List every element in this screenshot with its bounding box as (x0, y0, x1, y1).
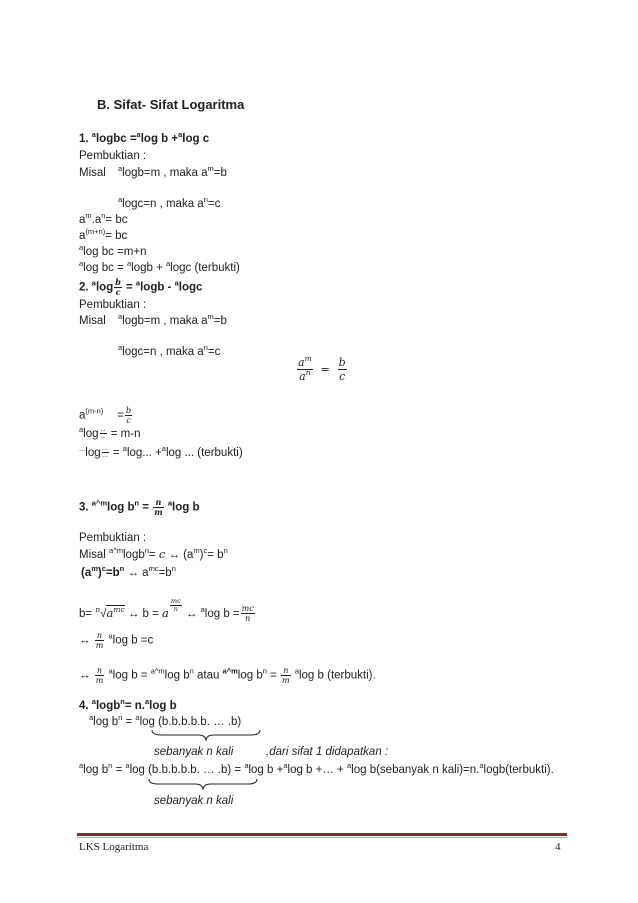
display-equation: $\frac{a^m}{a^n}$ = $\frac{b}{c}$ (298, 354, 346, 383)
proof-line: $^a$logb=m , maka $a^m=b$ (118, 312, 227, 327)
proof-conclusion: ...log $\frac{...}{...}$ = $^a$log... +$^a$log ... (terbukti) (79, 444, 243, 460)
proof-line: $a^m.a^n=$ bc (79, 211, 128, 226)
page-number: 4 (555, 841, 561, 853)
proof-line: Misal $^{a\^{}m}$logb$^n$= c ↔ $(a^m)^c= b^n$ (79, 546, 228, 561)
footer-title: LKS Logaritma (79, 841, 149, 853)
proof-line: $^a$logb=m , maka $a^m=b$ (118, 164, 227, 179)
fraction: $\frac{n}{m}$ (95, 666, 104, 685)
proof-line: $a^{(m+n)}=$ bc (79, 227, 128, 242)
footer-rule-thin (77, 837, 567, 838)
section-title: B. Sifat- Sifat Logaritma (97, 97, 245, 112)
proof-line: $(a^m)^c=b^n$ ↔ $a^{mc}=b^n$ (81, 564, 176, 579)
brace-label: sebanyak n kali (154, 746, 234, 758)
proof-conclusion: $^a$log $b^n = ^a\log$ (b.b.b.b.b. … .b) = $^a$log b +$^a$log b +… + $^a$log b(sebanyak n kali)=n.$^a$logb(terbukti). (79, 761, 554, 776)
proof-label: Pembuktian : (79, 532, 147, 544)
proof-line: $^a$log $\frac{...}{...}$ = m-n (79, 425, 141, 441)
misal-label: Misal (79, 167, 106, 179)
note-text: ,dari sifat 1 didapatkan : (266, 746, 389, 758)
fraction: $\frac{mc}{n}$ (241, 604, 254, 624)
fraction: mc n (170, 597, 181, 613)
fraction: $\frac{b}{c}$ (126, 406, 132, 425)
property-1-heading: 1. $^a$logbc =$^a$log b +$^a$log c (79, 130, 210, 145)
proof-line: $^a$logc=n , maka $a^n=c$ (118, 343, 221, 358)
proof-line: $b= ^n√a^{mc}$ ↔ b = a $^{\frac{mc}{n}}$ ↔ $^a$log b = $\frac{mc}{n}$ (79, 597, 254, 624)
proof-line: $^a$log $b^n = ^a\log$ (b.b.b.b.b. … .b) (89, 713, 242, 728)
proof-line: $a^{(m-n)}$ = $\frac{b}{c}$ (79, 406, 132, 425)
property-3-heading: 3. $^{a\^{}m}$log $b^n$ = $\frac{n}{m}$ $^a$log b (79, 497, 200, 517)
fraction: $\frac{...}{...}$ (100, 427, 106, 441)
fraction: $\frac{b}{c}$ (115, 277, 121, 297)
fraction: $\frac{...}{...}$ (102, 446, 108, 460)
proof-conclusion: $^a$log bc = $^a$logb + $^a$logc (terbukti) (79, 259, 240, 274)
underbrace (148, 778, 258, 792)
property-2-heading: 2. $^a$log $\frac{b}{c}$ = $^a$logb - $^a$logc (79, 277, 203, 297)
proof-line: $^a$logc=n , maka $a^n=c$ (118, 195, 221, 210)
fraction: $\frac{n}{m}$ (154, 497, 163, 517)
fraction: $\frac{b}{c}$ (338, 356, 346, 383)
fraction: $\frac{n}{m}$ (95, 631, 104, 650)
brace-label: sebanyak n kali (154, 795, 234, 807)
proof-line: ↔ $\frac{n}{m}$ $^a$log b =c (79, 631, 154, 650)
fraction: $\frac{n}{m}$ (282, 666, 290, 685)
proof-line: $^a$log bc =m+n (79, 243, 147, 258)
proof-conclusion: ↔ $\frac{n}{m}$ $^a$log b = $^{a\^{}m}$log $b^n$ atau $^{a\^{}m}$log $b^n$ = $\frac{n}{m}$ $^a$log b (terbukti). (79, 666, 376, 685)
property-4-heading: 4. $^a$logb$^n$= n.$^a$log b (79, 697, 177, 712)
underbrace (151, 729, 261, 743)
fraction: $\frac{a^m}{a^n}$ (298, 354, 312, 383)
proof-label: Pembuktian : (79, 150, 147, 162)
footer-rule (77, 833, 567, 836)
proof-label: Pembuktian : (79, 299, 147, 311)
misal-label: Misal (79, 315, 106, 327)
